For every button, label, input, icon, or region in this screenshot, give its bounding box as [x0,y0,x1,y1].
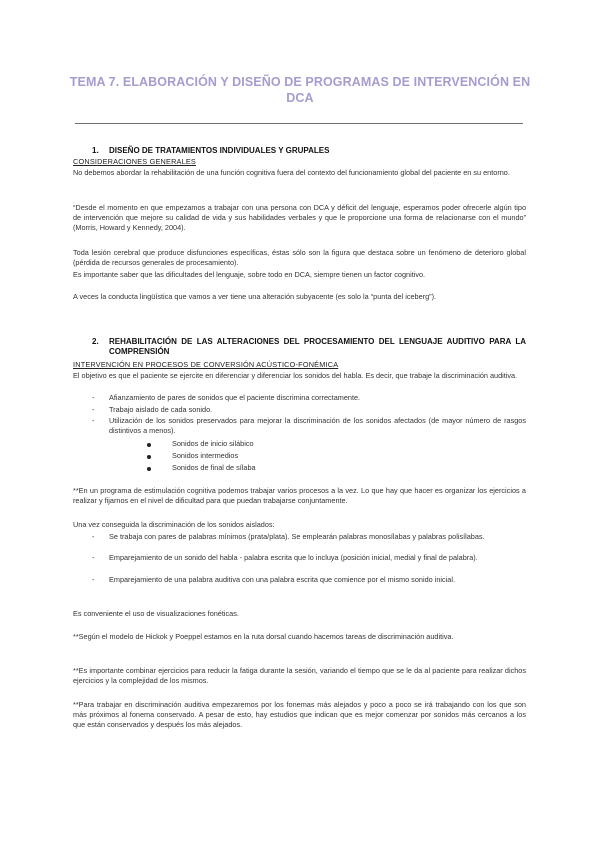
section-2-paragraph-2: Una vez conseguida la discriminación de los sonidos aislados: [73,520,275,529]
section-2-subheading: INTERVENCIÓN EN PROCESOS DE CONVERSIÓN ACÚSTICO-FONÉMICA [73,360,339,369]
section-1-title: DISEÑO DE TRATAMIENTOS INDIVIDUALES Y GRUPALES [109,146,330,155]
document-title: TEMA 7. ELABORACIÓN Y DISEÑO DE PROGRAMAS DE INTERVENCIÓN EN DCA [69,75,531,105]
sublist-item: Sonidos de inicio silábico [172,439,254,448]
list-item: Afianzamiento de pares de sonidos que el paciente discrimina correctamente. [109,393,361,402]
bullet-icon [147,455,151,459]
sublist-item: Sonidos intermedios [172,451,239,460]
list-item: Trabajo aislado de cada sonido. [109,405,213,414]
section-1-quote: “Desde el momento en que empezamos a trabajar con una persona con DCA y déficit del lenguaje, esperamos poder ofrecerle algún tipo de intervención que mejore su calidad de vida y sus habilidades verbales y que le proporcione una forma de relacionarse con el mundo” (Morris, Howard y Kennedy, 2004). [73,203,526,232]
section-1-paragraph-1: No debemos abordar la rehabilitación de una función cognitiva fuera del contexto del funcionamiento global del paciente en su entorno. [73,168,510,177]
list-dash: - [92,405,95,414]
section-2-title: REHABILITACIÓN DE LAS ALTERACIONES DEL PROCESAMIENTO DEL LENGUAJE AUDITIVO PARA LA COMPRENSIÓN [109,337,526,356]
note-2: **Según el modelo de Hickok y Poeppel estamos en la ruta dorsal cuando hacemos tareas de discriminación auditiva. [73,632,454,641]
list-dash: - [92,532,95,541]
sublist-item: Sonidos de final de sílaba [172,463,256,472]
list-dash: - [92,416,95,425]
bullet-icon [147,467,151,471]
section-1-paragraph-3b: Es importante saber que las dificultades del lenguaje, sobre todo en DCA, siempre tienen un factor cognitivo. [73,270,426,279]
list-item: Utilización de los sonidos preservados para mejorar la discriminación de los sonidos afectados (de mayor número de rasgos distintivos a menos). [109,416,526,435]
list-dash: - [92,553,95,562]
note-1: **En un programa de estimulación cognitiva podemos trabajar varios procesos a la vez. Lo que hay que hacer es organizar los ejercicios a realizar y fijarnos en el nivel de dificultad para que puedan trabajarse conjuntamente. [73,486,526,505]
section-2-paragraph-3: Es conveniente el uso de visualizaciones fonéticas. [73,609,239,618]
list-item: Se trabaja con pares de palabras mínimos (prata/plata). Se emplearán palabras monosílabas y palabras polisílabas. [109,532,485,541]
bullet-icon [147,443,151,447]
title-divider [75,123,523,124]
list-dash: - [92,575,95,584]
list-dash: - [92,393,95,402]
note-4: **Para trabajar en discriminación auditiva empezaremos por los fonemas más alejados y poco a poco se irá trabajando con los que son más próximos al fonema conservado. A pesar de esto, hay estudios que indican que es mejor comenzar por sonidos más cercanos a los que están conservados y después los más alejados. [73,700,526,729]
list-item: Emparejamiento de un sonido del habla - palabra escrita que lo incluya (posición inicial, medial y final de palabra). [109,553,478,562]
section-2-paragraph-1: El objetivo es que el paciente se ejercite en diferenciar y diferenciar los sonidos del habla. Es decir, que trabaje la discriminación auditiva. [73,371,518,380]
note-3: **Es importante combinar ejercicios para reducir la fatiga durante la sesión, variando el tiempo que se le da al paciente para realizar dichos ejercicios y la complejidad de los mismos. [73,666,526,685]
section-1-paragraph-3a: Toda lesión cerebral que produce disfunciones específicas, éstas sólo son la figura que destaca sobre un fenómeno de deterioro global (pérdida de recursos generales de procesamiento). [73,248,526,267]
section-2-heading [92,337,526,357]
section-1-subheading: CONSIDERACIONES GENERALES [73,157,196,166]
section-1-paragraph-4: A veces la conducta lingüística que vamos a ver tiene una alteración subyacente (es solo la “punta del iceberg”). [73,292,437,301]
section-1-number: 1. [92,146,99,155]
list-item: Emparejamiento de una palabra auditiva con una palabra escrita que comience por el mismo sonido inicial. [109,575,455,584]
section-2-number: 2. [92,337,99,346]
